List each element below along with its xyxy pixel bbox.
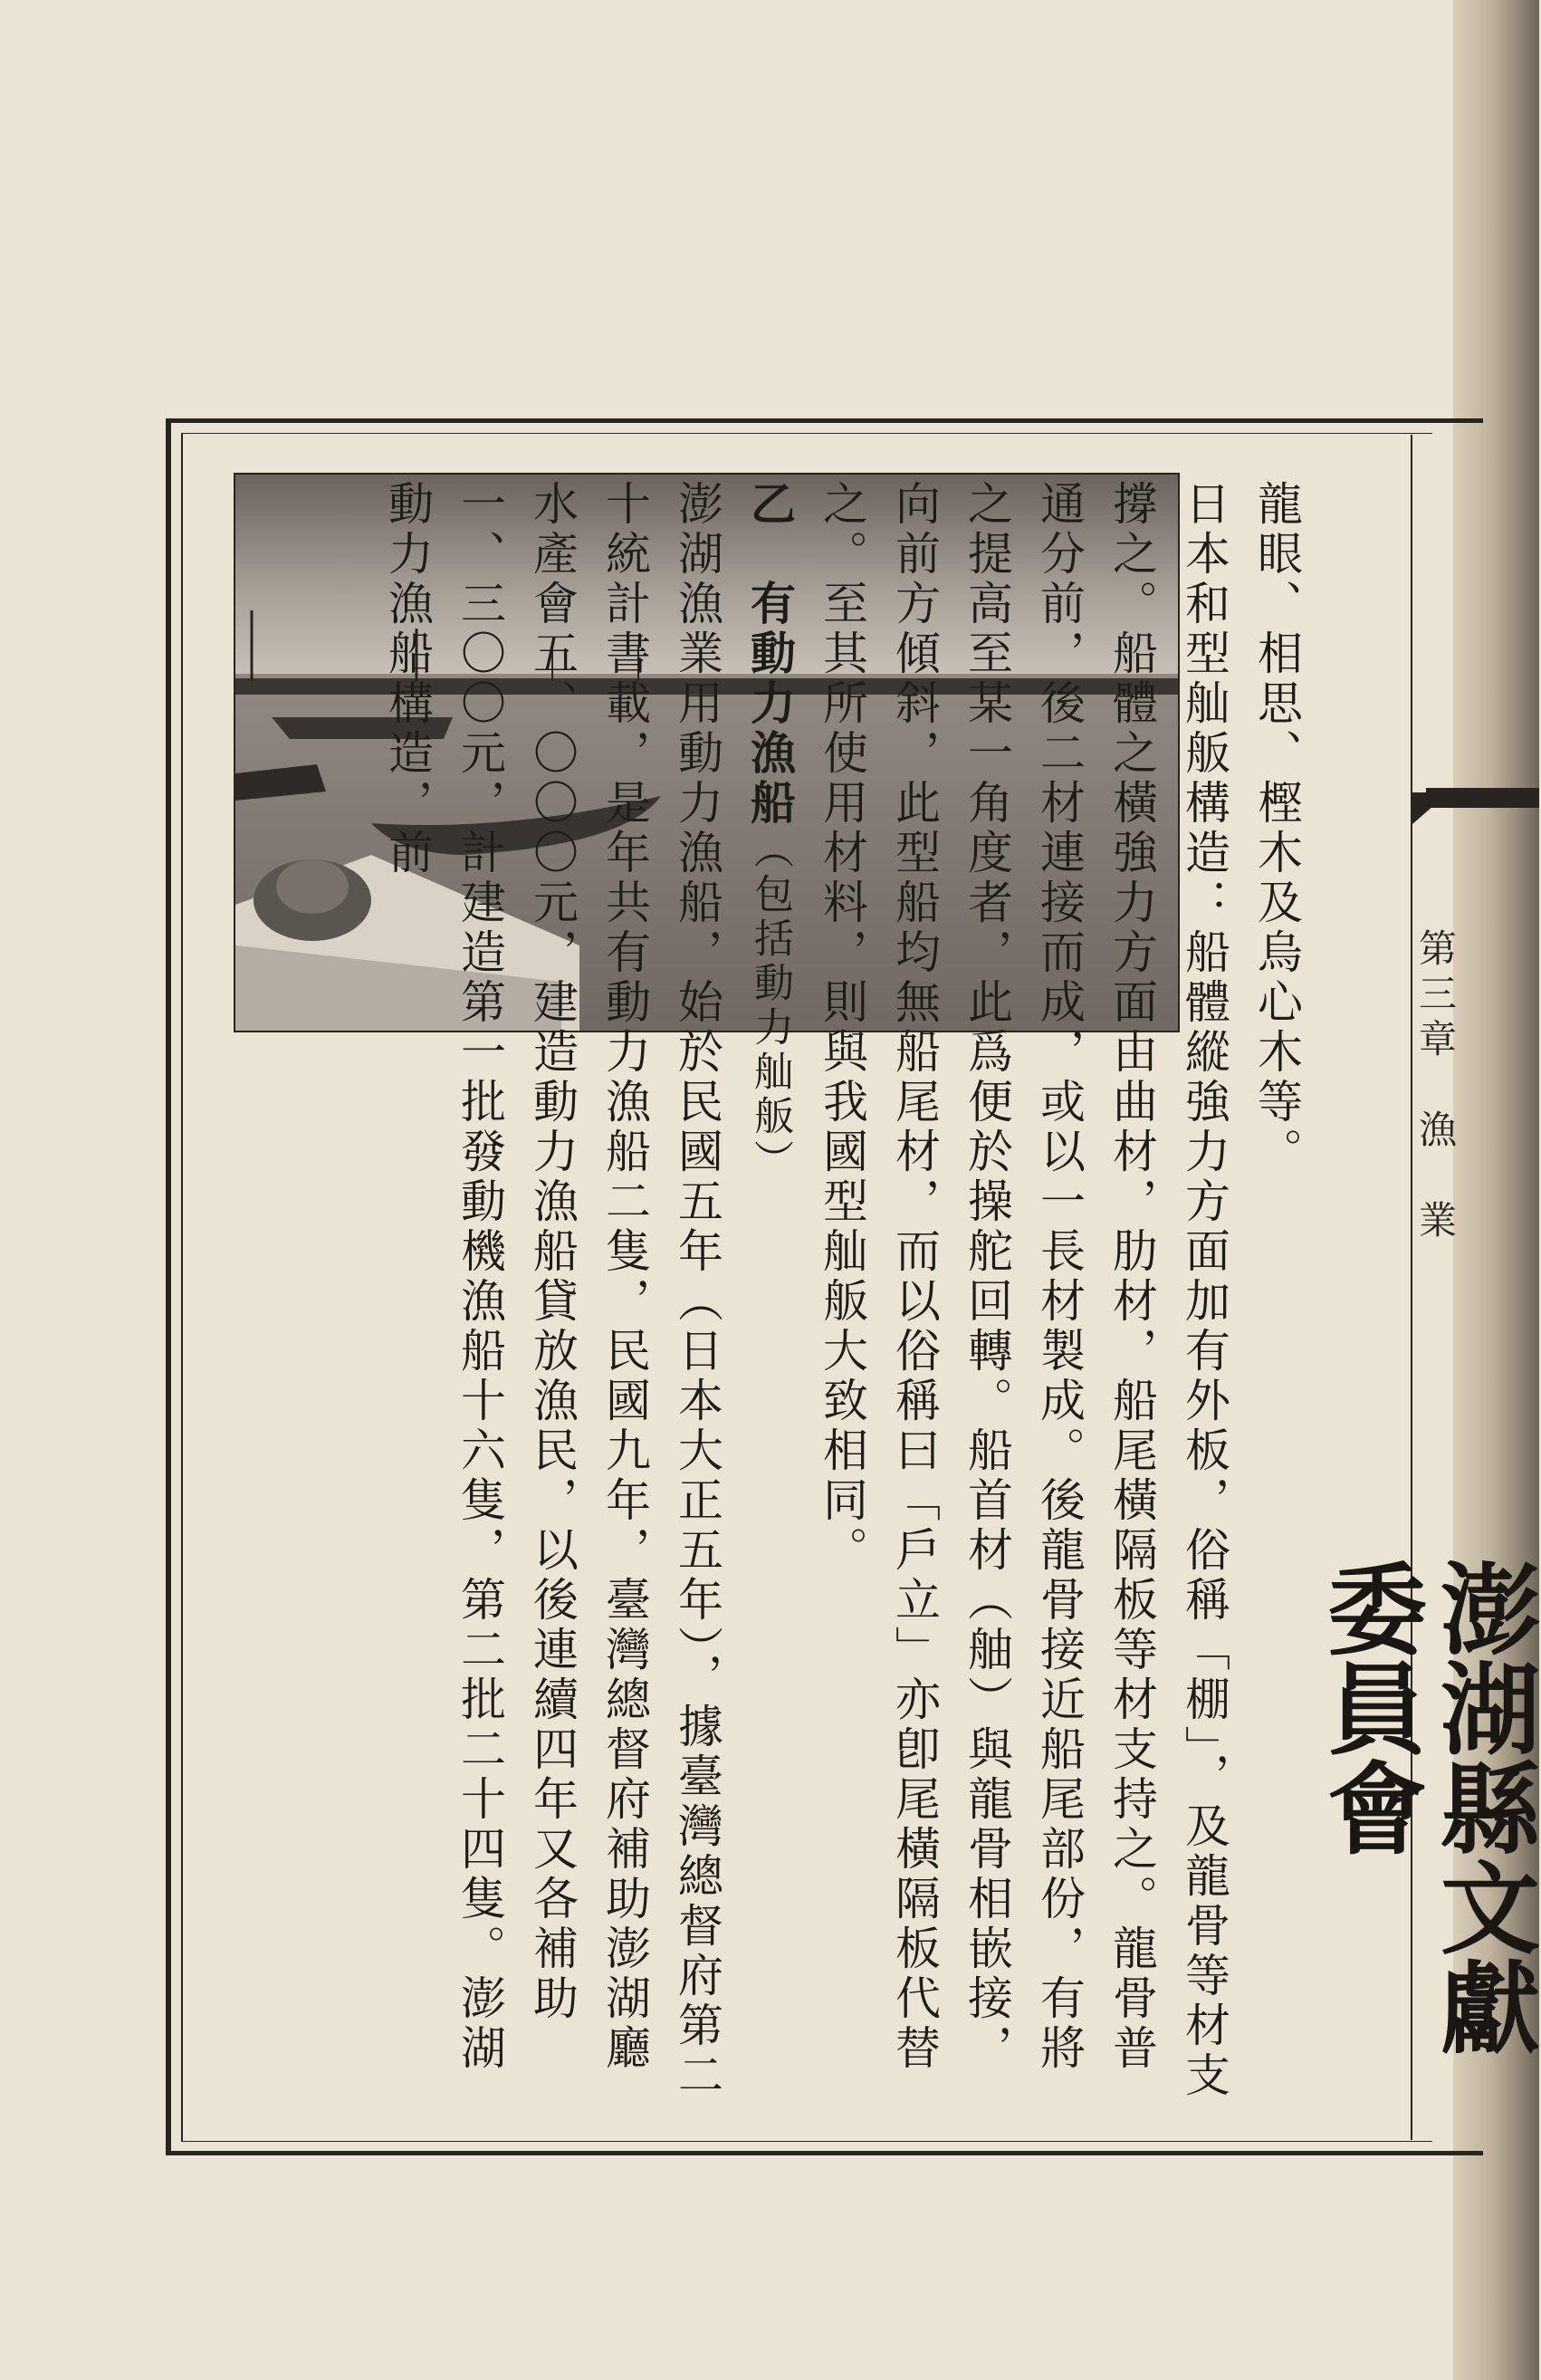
paragraph-3-text: 澎湖漁業用動力漁船，始於民國五年（日本大正五年），據臺灣總督府第二十統計書載，是年共有動力漁船二隻，民國九年，臺灣總督府補助澎湖廳水產會五、〇〇〇元，建造動力漁船貸放漁民，以後連續四年又各補助一、三〇〇元，計建造第一批發動機漁船十六隻，第二批二十四隻。澎湖動力漁船構造，前 bbox=[381, 480, 723, 2101]
section-heading-text: 乙 有動力漁船 bbox=[743, 480, 797, 829]
body-text bbox=[222, 480, 1313, 2106]
chapter-marker-bar bbox=[1426, 788, 1539, 808]
paragraph-2-text: 日本和型舢舨構造：船體縱強力方面加有外板，俗稱「棚」，及龍骨等材支撐之。船體之橫強力方面由曲材，肋材，船尾橫隔板等材支持之。龍骨普通分前，後二材連接而成，或以一長材製成。後龍骨接近船尾部份，有將之提高至某一角度者，此爲便於操舵回轉。船首材（舳）與龍骨相嵌接，向前方傾斜，此型船均無船尾材，而以俗稱曰「戶立」亦卽尾橫隔板代替之。至其所使用材料，則與我國型舢舨大致相同。 bbox=[816, 480, 1230, 2101]
chapter-label: 第三章 漁 業 bbox=[1413, 928, 1458, 1245]
paragraph-3 bbox=[371, 480, 733, 2106]
paragraph-1 bbox=[1240, 480, 1313, 2106]
paragraph-2 bbox=[806, 480, 1240, 2106]
publisher-title: 澎湖縣文獻委員會 bbox=[1311, 1558, 1541, 2056]
section-heading-note: （包括動力舢舨） bbox=[747, 829, 793, 1184]
paragraph-1-text: 龍眼、相思、樫木及烏心木等。 bbox=[1250, 480, 1303, 1177]
section-heading bbox=[733, 480, 806, 2106]
